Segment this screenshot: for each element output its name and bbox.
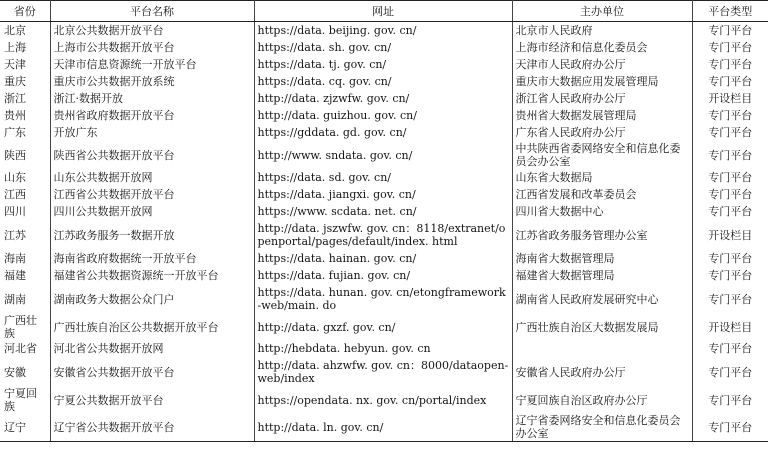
cell-organizer: 贵州省大数据发展管理局 bbox=[512, 107, 692, 124]
cell-platform: 北京公共数据开放平台 bbox=[50, 22, 254, 40]
cell-province: 辽宁 bbox=[0, 413, 50, 442]
cell-organizer: 重庆市大数据应用发展管理局 bbox=[512, 73, 692, 90]
cell-platform: 天津市信息资源统一开放平台 bbox=[50, 56, 254, 73]
cell-province: 山东 bbox=[0, 169, 50, 186]
cell-organizer: 湖南省人民政府发展研究中心 bbox=[512, 284, 692, 314]
cell-province: 湖南 bbox=[0, 284, 50, 314]
cell-type: 专门平台 bbox=[708, 342, 753, 355]
cell-organizer: 江西省发展和改革委员会 bbox=[512, 186, 692, 203]
table-row bbox=[0, 141, 768, 169]
cell-url: https://www. scdata. net. cn/ bbox=[254, 203, 512, 220]
cell-url: https://data. fujian. gov. cn/ bbox=[254, 267, 512, 284]
table-row bbox=[0, 357, 768, 387]
table-row bbox=[0, 314, 768, 340]
cell-province: 福建 bbox=[0, 267, 50, 284]
cell-platform: 开放广东 bbox=[50, 124, 254, 141]
table-row bbox=[0, 169, 768, 186]
table-row bbox=[0, 284, 768, 314]
cell-type: 专门平台 bbox=[708, 188, 753, 201]
cell-province: 天津 bbox=[0, 56, 50, 73]
cell-type: 专门平台 bbox=[708, 252, 753, 265]
cell-type: 专门平台 bbox=[708, 292, 753, 306]
cell-url: https://data. jiangxi. gov. cn/ bbox=[254, 186, 512, 203]
cell-province: 北京 bbox=[0, 22, 50, 40]
cell-url: https://data. hainan. gov. cn/ bbox=[254, 250, 512, 267]
cell-platform: 湖南政务大数据公众门户 bbox=[50, 284, 254, 314]
cell-url: https://data. sh. gov. cn/ bbox=[254, 39, 512, 56]
cell-type: 专门平台 bbox=[708, 205, 753, 218]
table-row bbox=[0, 186, 768, 203]
table-row bbox=[0, 203, 768, 220]
cell-platform: 广西壮族自治区公共数据开放平台 bbox=[50, 314, 254, 340]
cell-type: 专门平台 bbox=[708, 58, 753, 71]
table-row bbox=[0, 220, 768, 250]
cell-url: http://data. ahzwfw. gov. cn：8000/dataopen-web/index bbox=[254, 357, 512, 387]
cell-organizer: 广东省人民政府办公厅 bbox=[512, 124, 692, 141]
table-row bbox=[0, 73, 768, 90]
cell-url: http://data. gxzf. gov. cn/ bbox=[254, 314, 512, 340]
cell-province: 上海 bbox=[0, 39, 50, 56]
cell-platform: 福建省公共数据资源统一开放平台 bbox=[50, 267, 254, 284]
cell-province: 陕西 bbox=[0, 141, 50, 169]
cell-platform: 贵州省政府数据开放平台 bbox=[50, 107, 254, 124]
cell-url: https://data. hunan. gov. cn/etongframework-web/main. do bbox=[254, 284, 512, 314]
cell-platform: 山东公共数据开放网 bbox=[50, 169, 254, 186]
cell-platform: 河北省公共数据开放网 bbox=[50, 340, 254, 357]
cell-type: 专门平台 bbox=[708, 269, 753, 282]
table-row bbox=[0, 124, 768, 141]
cell-province: 江苏 bbox=[0, 220, 50, 250]
cell-organizer: 上海市经济和信息化委员会 bbox=[512, 39, 692, 56]
header-platform: 平台名称 bbox=[50, 1, 254, 22]
cell-platform: 安徽省公共数据开放平台 bbox=[50, 357, 254, 387]
cell-province: 广西壮族 bbox=[0, 314, 50, 340]
cell-url: http://data. zjzwfw. gov. cn/ bbox=[254, 90, 512, 107]
cell-platform: 重庆市公共数据开放系统 bbox=[50, 73, 254, 90]
cell-province: 安徽 bbox=[0, 357, 50, 387]
cell-province: 贵州 bbox=[0, 107, 50, 124]
cell-platform: 辽宁省公共数据开放平台 bbox=[50, 413, 254, 442]
cell-type: 专门平台 bbox=[708, 171, 753, 184]
cell-platform: 上海市公共数据开放平台 bbox=[50, 39, 254, 56]
cell-type: 专门平台 bbox=[708, 393, 753, 407]
cell-province: 海南 bbox=[0, 250, 50, 267]
cell-platform: 海南省政府数据统一开放平台 bbox=[50, 250, 254, 267]
cell-type: 开设栏目 bbox=[708, 92, 753, 105]
cell-organizer: 辽宁省委网络安全和信息化委员会办公室 bbox=[512, 413, 692, 442]
table-header-row bbox=[0, 1, 768, 22]
cell-organizer: 海南省大数据管理局 bbox=[512, 250, 692, 267]
cell-url: http://hebdata. hebyun. gov. cn bbox=[254, 340, 512, 357]
cell-type: 专门平台 bbox=[708, 126, 753, 139]
cell-url: http://www. sndata. gov. cn/ bbox=[254, 141, 512, 169]
cell-province: 宁夏回族 bbox=[0, 387, 50, 413]
cell-type: 专门平台 bbox=[708, 24, 753, 37]
header-province: 省份 bbox=[0, 1, 50, 22]
cell-organizer: 福建省大数据管理局 bbox=[512, 267, 692, 284]
table-row bbox=[0, 90, 768, 107]
cell-platform: 江西省公共数据开放平台 bbox=[50, 186, 254, 203]
table-row bbox=[0, 340, 768, 357]
table-row bbox=[0, 56, 768, 73]
cell-url: https://data. cq. gov. cn/ bbox=[254, 73, 512, 90]
cell-organizer: 中共陕西省委网络安全和信息化委员会办公室 bbox=[512, 141, 692, 169]
cell-type: 专门平台 bbox=[708, 365, 753, 379]
cell-platform: 浙江·数据开放 bbox=[50, 90, 254, 107]
cell-url: http://data. jszwfw. gov. cn：8118/extranet/openportal/pages/default/index. html bbox=[254, 220, 512, 250]
cell-type: 专门平台 bbox=[708, 148, 753, 162]
cell-type: 开设栏目 bbox=[708, 228, 753, 242]
cell-organizer: 宁夏回族自治区政府办公厅 bbox=[512, 387, 692, 413]
cell-organizer bbox=[512, 340, 692, 357]
cell-url: https://data. sd. gov. cn/ bbox=[254, 169, 512, 186]
cell-url: http://data. ln. gov. cn/ bbox=[254, 413, 512, 442]
table-row bbox=[0, 250, 768, 267]
cell-province: 浙江 bbox=[0, 90, 50, 107]
cell-platform: 四川公共数据开放网 bbox=[50, 203, 254, 220]
cell-type: 专门平台 bbox=[708, 41, 753, 54]
cell-organizer: 北京市人民政府 bbox=[512, 22, 692, 40]
cell-type: 专门平台 bbox=[692, 413, 768, 442]
header-type: 平台类型 bbox=[692, 1, 768, 22]
cell-province: 广东 bbox=[0, 124, 50, 141]
cell-organizer: 江苏省政务服务管理办公室 bbox=[512, 220, 692, 250]
cell-type: 专门平台 bbox=[708, 109, 753, 122]
table-row bbox=[0, 39, 768, 56]
table-row bbox=[0, 22, 768, 40]
cell-url: https://data. beijing. gov. cn/ bbox=[254, 22, 512, 40]
header-url: 网址 bbox=[254, 1, 512, 22]
cell-type: 专门平台 bbox=[708, 75, 753, 88]
cell-province: 重庆 bbox=[0, 73, 50, 90]
cell-organizer: 四川省大数据中心 bbox=[512, 203, 692, 220]
cell-organizer: 安徽省人民政府办公厅 bbox=[512, 357, 692, 387]
cell-url: https://gddata. gd. gov. cn/ bbox=[254, 124, 512, 141]
cell-organizer: 天津市人民政府办公厅 bbox=[512, 56, 692, 73]
cell-organizer: 浙江省人民政府办公厅 bbox=[512, 90, 692, 107]
table-row bbox=[0, 267, 768, 284]
cell-province: 河北省 bbox=[0, 340, 50, 357]
cell-platform: 陕西省公共数据开放平台 bbox=[50, 141, 254, 169]
cell-url: https://opendata. nx. gov. cn/portal/index bbox=[254, 387, 512, 413]
cell-platform: 江苏政务服务一数据开放 bbox=[50, 220, 254, 250]
header-organizer: 主办单位 bbox=[512, 1, 692, 22]
cell-platform: 宁夏公共数据开放平台 bbox=[50, 387, 254, 413]
table-row bbox=[0, 413, 768, 442]
cell-province: 四川 bbox=[0, 203, 50, 220]
table-row bbox=[0, 107, 768, 124]
cell-province: 江西 bbox=[0, 186, 50, 203]
cell-organizer: 广西壮族自治区大数据发展局 bbox=[512, 314, 692, 340]
cell-url: http://data. guizhou. gov. cn/ bbox=[254, 107, 512, 124]
table-row bbox=[0, 387, 768, 413]
cell-type: 开设栏目 bbox=[708, 320, 753, 334]
cell-url: https://data. tj. gov. cn/ bbox=[254, 56, 512, 73]
cell-organizer: 山东省大数据局 bbox=[512, 169, 692, 186]
